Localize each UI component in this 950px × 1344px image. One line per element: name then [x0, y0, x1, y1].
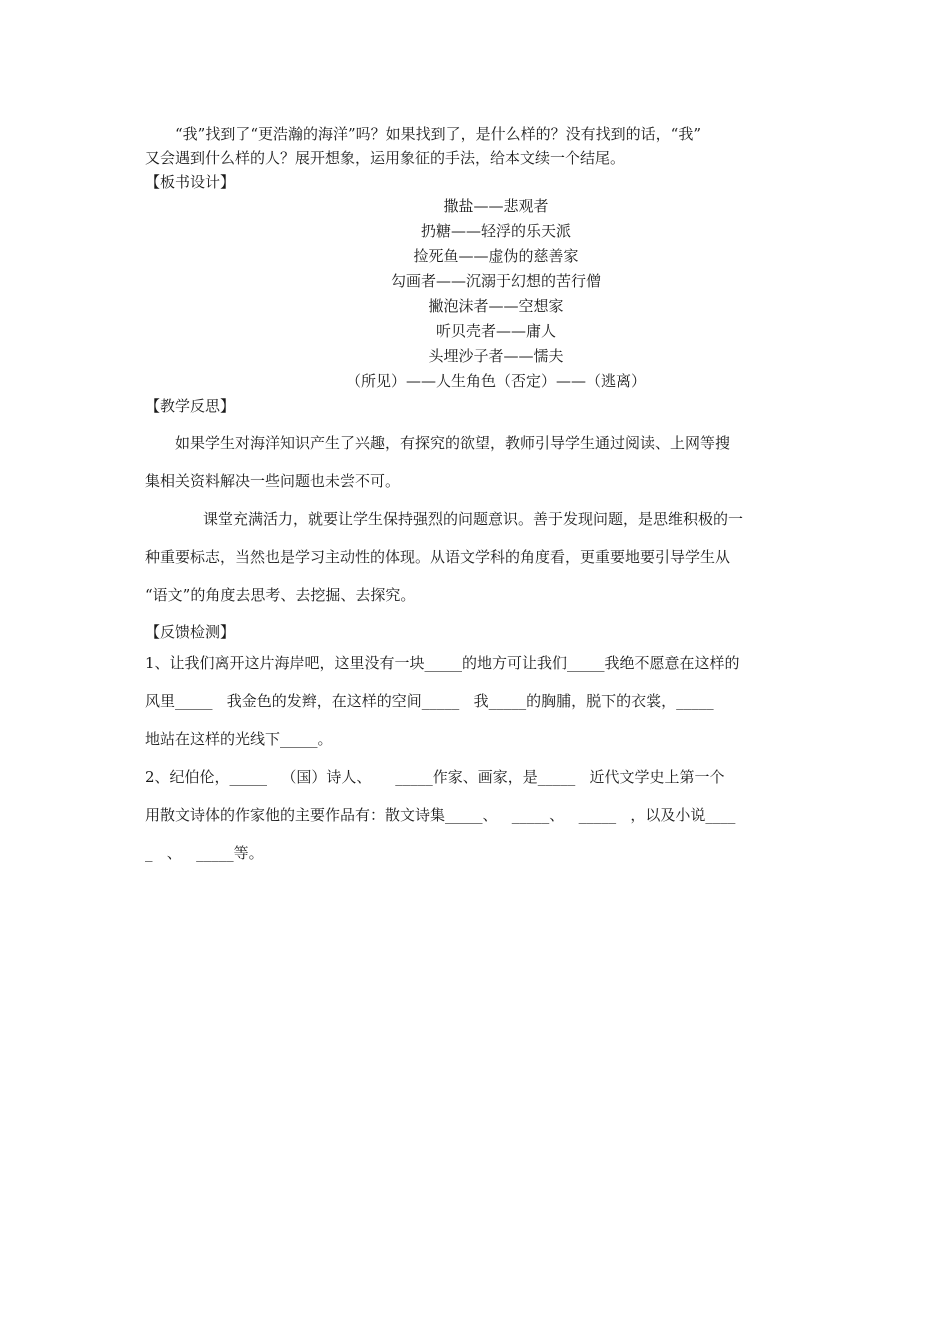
- question-line: 2、纪伯伦，_____ （国）诗人、 _____作家、画家，是_____ 近代文学史上第一个: [145, 768, 725, 786]
- board-item: （所见）——人生角色（否定）——（逃离）: [345, 372, 646, 390]
- feedback-heading: 【反馈检测】: [145, 623, 236, 641]
- board-item: 撒盐——悲观者: [443, 197, 549, 215]
- reflection-heading: 【教学反思】: [145, 397, 236, 415]
- feedback-question-2: [145, 758, 807, 872]
- intro-line: “我”找到了“更浩瀚的海洋”吗？如果找到了，是什么样的？没有找到的话，“我”: [175, 125, 702, 143]
- question-line: 地站在这样的光线下_____。: [145, 730, 333, 748]
- question-line: 1、让我们离开这片海岸吧，这里没有一块_____的地方可让我们_____我绝不愿意在这样的: [145, 654, 740, 672]
- reflection-paragraph-2: [145, 500, 807, 614]
- reflection-paragraph-1: [145, 424, 807, 500]
- document-page: [145, 122, 807, 872]
- board-design-heading: 【板书设计】: [145, 173, 236, 191]
- reflection-line: 如果学生对海洋知识产生了兴趣，有探究的欲望，教师引导学生通过阅读、上网等搜: [175, 434, 731, 452]
- board-item: 撇泡沫者——空想家: [428, 297, 564, 315]
- reflection-line: 集相关资料解决一些问题也未尝不可。: [145, 472, 401, 490]
- reflection-line: “语文”的角度去思考、去挖掘、去探究。: [145, 586, 416, 604]
- board-item: 头埋沙子者——懦夫: [428, 347, 564, 365]
- board-design-list: [145, 194, 807, 394]
- intro-line: 又会遇到什么样的人？展开想象，运用象征的手法，给本文续一个结尾。: [145, 149, 626, 167]
- question-line: 风里_____ 我金色的发辫，在这样的空间_____ 我_____的胸脯，脱下的衣裳，_____: [145, 692, 714, 710]
- reflection-line: 课堂充满活力，就要让学生保持强烈的问题意识。善于发现问题，是思维积极的一: [203, 510, 744, 528]
- board-item: 捡死鱼——虚伪的慈善家: [413, 247, 579, 265]
- question-line: 用散文诗体的作家他的主要作品有：散文诗集_____、 _____、 _____ ，以及小说____: [145, 806, 736, 824]
- intro-paragraph: [145, 122, 807, 170]
- question-line: _ 、 _____等。: [145, 844, 264, 862]
- board-item: 扔糖——轻浮的乐天派: [420, 222, 571, 240]
- feedback-question-1: [145, 644, 807, 758]
- board-item: 勾画者——沉溺于幻想的苦行僧: [390, 272, 601, 290]
- reflection-line: 种重要标志，当然也是学习主动性的体现。从语文学科的角度看，更重要地要引导学生从: [145, 548, 731, 566]
- board-item: 听贝壳者——庸人: [435, 322, 556, 340]
